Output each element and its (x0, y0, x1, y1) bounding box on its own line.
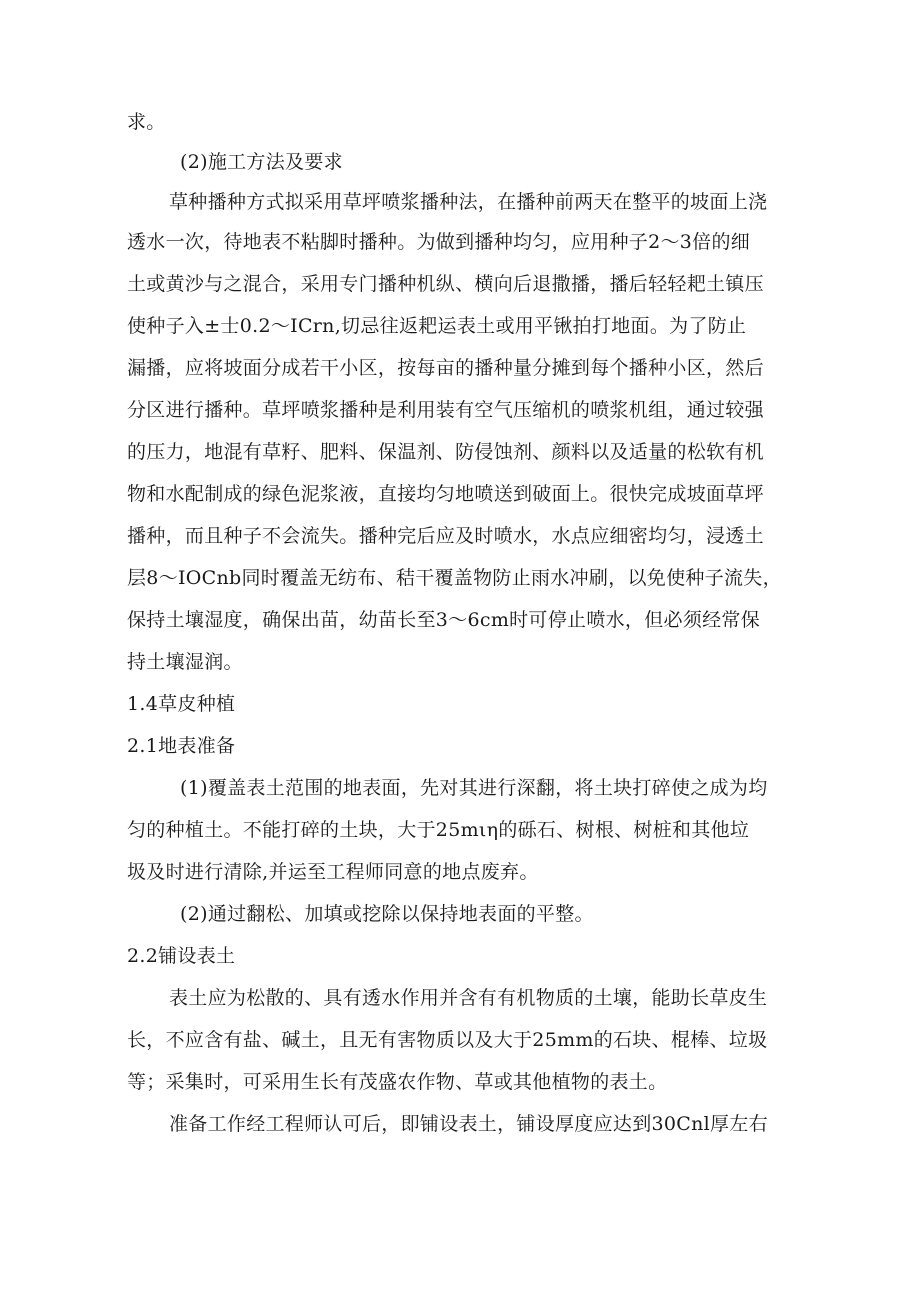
paragraph-line: 层8～IOCnb同时覆盖无纺布、秸干覆盖物防止雨水冲刷，以免使种子流失， (127, 567, 782, 589)
paragraph-line: 表土应为松散的、具有透水作用并含有有机物质的土壤，能助长草皮生 (169, 987, 768, 1009)
paragraph-line: 保持土壤湿度，确保出苗，幼苗长至3～6cm时可停止喷水，但必须经常保 (127, 609, 761, 631)
paragraph-line: (1)覆盖表土范围的地表面，先对其进行深翻，将土块打碎使之成为均 (180, 777, 768, 799)
paragraph-line: 的压力，地混有草籽、肥料、保温剂、防侵蚀剂、颜料以及适量的松软有机 (127, 441, 764, 463)
paragraph-line: 匀的种植土。不能打碎的土块，大于25mιη的砾石、树根、树桩和其他垃 (127, 819, 750, 841)
paragraph-line: 圾及时进行清除,并运至工程师同意的地点废弃。 (127, 861, 539, 883)
paragraph-line: 使种子入±士0.2～ICrn,切忌往返耙运表土或用平锹拍打地面。为了防止 (127, 315, 747, 337)
paragraph-line: 土或黄沙与之混合，采用专门播种机纵、横向后退撒播，播后轻轻耙土镇压 (127, 273, 764, 295)
paragraph-line: 物和水配制成的绿色泥浆液，直接均匀地喷送到破面上。很快完成坡面草坪 (127, 483, 764, 505)
paragraph-line: 透水一次，待地表不粘脚时播种。为做到播种均匀，应用种子2～3倍的细 (127, 231, 751, 253)
section-heading-ground-preparation: 2.1地表准备 (127, 735, 236, 757)
paragraph-line: 持土壤湿润。 (127, 651, 243, 673)
paragraph-line: 准备工作经工程师认可后，即铺设表土，铺设厚度应达到30Cnl厚左右 (169, 1113, 768, 1135)
paragraph-line: (2)通过翻松、加填或挖除以保持地表面的平整。 (180, 903, 594, 925)
paragraph-line: 分区进行播种。草坪喷浆播种是利用装有空气压缩机的喷浆机组，通过较强 (127, 399, 764, 421)
section-heading-topsoil: 2.2铺设表土 (127, 945, 236, 967)
paragraph-line: 长，不应含有盐、碱土，且无有害物质以及大于25mm的石块、棍棒、垃圾 (127, 1029, 768, 1051)
paragraph-line: 漏播，应将坡面分成若干小区，按每亩的播种量分摊到每个播种小区，然后 (127, 357, 764, 379)
paragraph-line: 播种，而且种子不会流失。播种完后应及时喷水，水点应细密均匀，浸透土 (127, 525, 764, 547)
subheading-construction-method: (2)施工方法及要求 (180, 151, 343, 173)
text-line-continuation: 求。 (127, 111, 166, 133)
paragraph-line: 等；采集时，可采用生长有茂盛农作物、草或其他植物的表土。 (127, 1071, 668, 1093)
section-heading-sod-planting: 1.4草皮种植 (127, 693, 236, 715)
paragraph-line: 草种播种方式拟采用草坪喷浆播种法，在播种前两天在整平的坡面上浇 (169, 191, 768, 213)
